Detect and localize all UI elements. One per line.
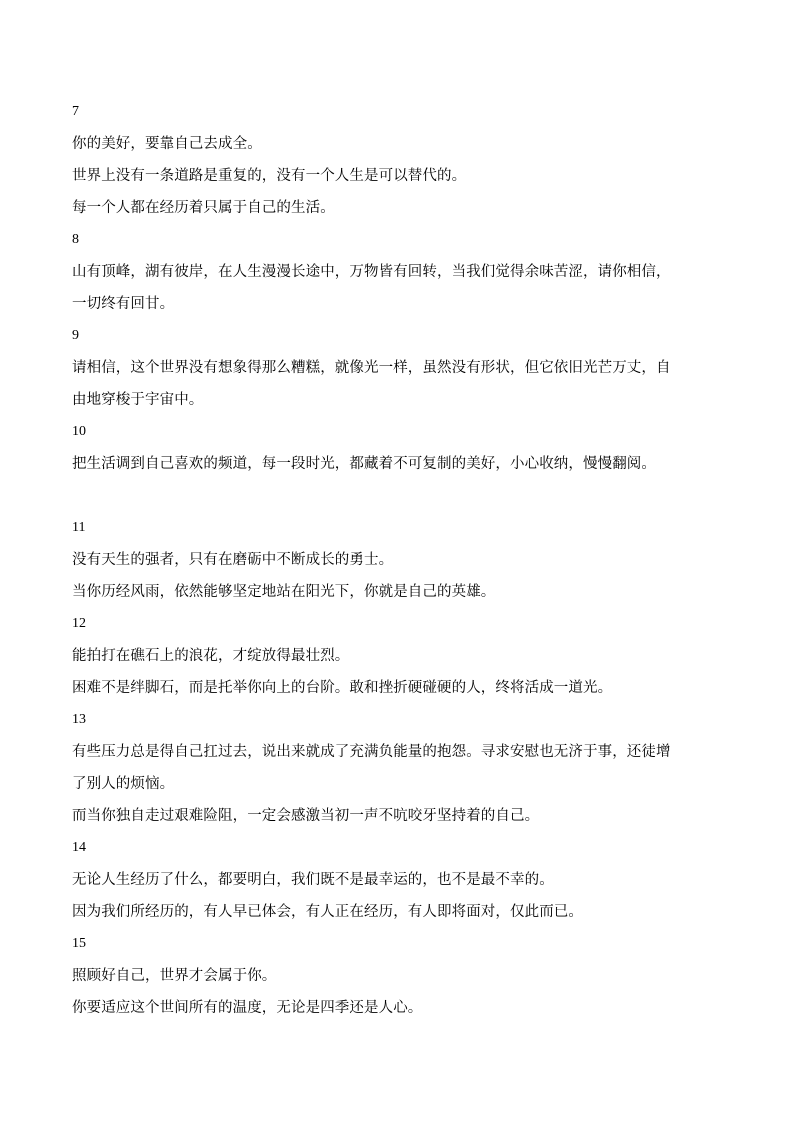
section-number: 7 xyxy=(72,104,79,119)
text-line: 世界上没有一条道路是重复的，没有一个人生是可以替代的。 xyxy=(72,168,467,184)
text-line: 你要适应这个世间所有的温度，无论是四季还是人心。 xyxy=(72,1000,423,1016)
section-number: 14 xyxy=(72,840,86,855)
text-line: 能拍打在礁石上的浪花，才绽放得最壮烈。 xyxy=(72,648,350,664)
section-number: 12 xyxy=(72,616,86,631)
text-line: 你的美好，要靠自己去成全。 xyxy=(72,136,262,152)
text-line: 一切终有回甘。 xyxy=(72,296,175,312)
text-line: 困难不是绊脚石，而是托举你向上的台阶。敢和挫折硬碰硬的人，终将活成一道光。 xyxy=(72,680,613,696)
text-line: 由地穿梭于宇宙中。 xyxy=(72,392,204,408)
text-line: 把生活调到自己喜欢的频道，每一段时光，都藏着不可复制的美好，小心收纳，慢慢翻阅。 xyxy=(72,456,656,472)
section-number: 8 xyxy=(72,232,79,247)
text-line: 了别人的烦恼。 xyxy=(72,776,175,792)
text-line: 因为我们所经历的，有人早已体会，有人正在经历，有人即将面对，仅此而已。 xyxy=(72,904,583,920)
text-line: 没有天生的强者，只有在磨砺中不断成长的勇士。 xyxy=(72,552,394,568)
document-page xyxy=(72,100,732,1028)
text-line: 当你历经风雨，依然能够坚定地站在阳光下，你就是自己的英雄。 xyxy=(72,584,496,600)
text-line: 山有顶峰，湖有彼岸，在人生漫漫长途中，万物皆有回转，当我们觉得余味苦涩，请你相信， xyxy=(72,264,671,280)
text-line: 每一个人都在经历着只属于自己的生活。 xyxy=(72,200,335,216)
section-number: 9 xyxy=(72,328,79,343)
section-number: 13 xyxy=(72,712,86,727)
text-line: 无论人生经历了什么，都要明白，我们既不是最幸运的，也不是最不幸的。 xyxy=(72,872,554,888)
text-line: 而当你独自走过艰难险阻，一定会感激当初一声不吭咬牙坚持着的自己。 xyxy=(72,808,540,824)
text-line: 请相信，这个世界没有想象得那么糟糕，就像光一样，虽然没有形状，但它依旧光芒万丈，自 xyxy=(72,360,671,376)
text-line: 有些压力总是得自己扛过去，说出来就成了充满负能量的抱怨。寻求安慰也无济于事，还徒增 xyxy=(72,744,671,760)
section-number: 15 xyxy=(72,936,86,951)
blank-line xyxy=(72,484,732,516)
section-number: 10 xyxy=(72,424,86,439)
text-line: 照顾好自己，世界才会属于你。 xyxy=(72,968,277,984)
section-number: 11 xyxy=(72,520,86,535)
